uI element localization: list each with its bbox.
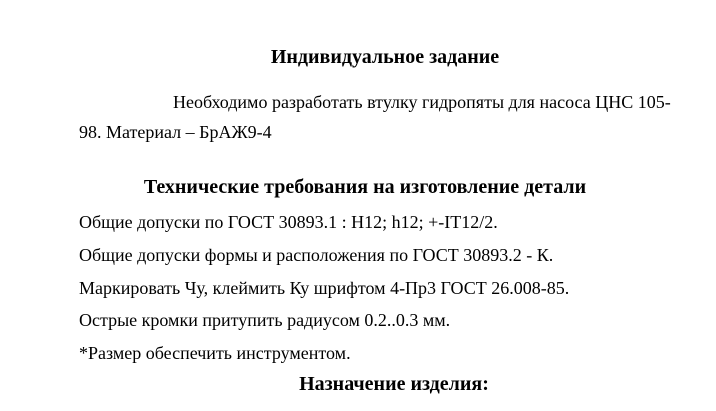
requirement-item: Общие допуски по ГОСТ 30893.1 : H12; h12; +-IT12/2. — [79, 212, 498, 232]
purpose-heading: Назначение изделия: — [299, 373, 489, 395]
task-heading: Индивидуальное задание — [270, 46, 500, 68]
requirements-heading: Технические требования на изготовление детали — [143, 176, 587, 198]
requirement-item: Острые кромки притупить радиусом 0.2..0.3 мм. — [79, 310, 451, 330]
requirement-item: *Размер обеспечить инструментом. — [79, 343, 351, 363]
task-text-line: Необходимо разработать втулку гидропяты для насоса ЦНС 105- — [173, 92, 671, 112]
requirement-item: Общие допуски формы и расположения по ГОСТ 30893.2 - К. — [79, 245, 554, 265]
requirement-item: Маркировать Чу, клеймить Ку шрифтом 4-Пр3 ГОСТ 26.008-85. — [79, 278, 570, 298]
task-text-line: 98. Материал – БрАЖ9-4 — [79, 122, 272, 142]
